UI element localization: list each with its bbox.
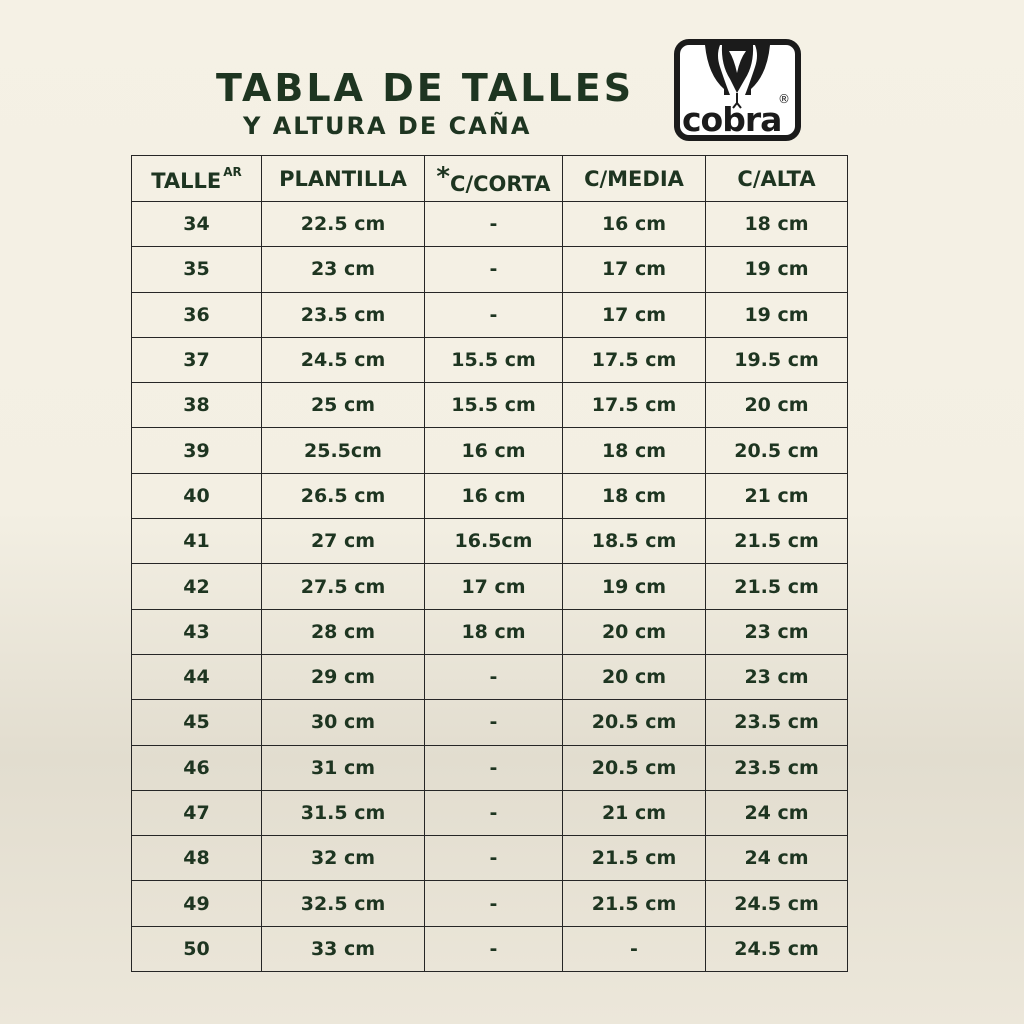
alta-cell: 19 cm <box>706 247 848 292</box>
corta-cell: - <box>425 881 563 926</box>
table-row <box>132 881 848 926</box>
media-cell: 17.5 cm <box>563 337 706 382</box>
media-cell: 16 cm <box>563 202 706 247</box>
plantilla-cell: 25 cm <box>262 383 425 428</box>
corta-cell: 16.5cm <box>425 519 563 564</box>
media-cell: 20 cm <box>563 609 706 654</box>
corta-cell: - <box>425 836 563 881</box>
talle-cell: 34 <box>132 202 262 247</box>
media-cell: 17 cm <box>563 292 706 337</box>
media-cell: 19 cm <box>563 564 706 609</box>
column-header-label: C/CORTA <box>450 171 551 196</box>
alta-cell: 21.5 cm <box>706 519 848 564</box>
column-header-alta <box>706 156 848 202</box>
column-header-plantilla <box>262 156 425 202</box>
alta-cell: 21.5 cm <box>706 564 848 609</box>
table-body <box>132 202 848 972</box>
table-row <box>132 926 848 971</box>
column-header-label: C/MEDIA <box>584 166 684 191</box>
superscript-ar: AR <box>223 164 242 179</box>
size-table <box>131 155 848 972</box>
table-row <box>132 790 848 835</box>
column-header-corta <box>425 156 563 202</box>
plantilla-cell: 25.5cm <box>262 428 425 473</box>
corta-cell: - <box>425 654 563 699</box>
plantilla-cell: 32 cm <box>262 836 425 881</box>
table-row <box>132 700 848 745</box>
media-cell: 20.5 cm <box>563 700 706 745</box>
plantilla-cell: 24.5 cm <box>262 337 425 382</box>
plantilla-cell: 32.5 cm <box>262 881 425 926</box>
column-header-label: C/ALTA <box>737 166 816 191</box>
table-row <box>132 292 848 337</box>
plantilla-cell: 29 cm <box>262 654 425 699</box>
table-header-row <box>132 156 848 202</box>
table-row <box>132 745 848 790</box>
logo-wordmark: cobra <box>682 100 782 139</box>
page-subtitle: Y ALTURA DE CAÑA <box>243 112 532 140</box>
talle-cell: 42 <box>132 564 262 609</box>
talle-cell: 37 <box>132 337 262 382</box>
talle-cell: 46 <box>132 745 262 790</box>
table-row <box>132 654 848 699</box>
alta-cell: 24.5 cm <box>706 926 848 971</box>
corta-cell: 15.5 cm <box>425 337 563 382</box>
table-row <box>132 428 848 473</box>
table-row <box>132 337 848 382</box>
plantilla-cell: 23 cm <box>262 247 425 292</box>
talle-cell: 47 <box>132 790 262 835</box>
plantilla-cell: 22.5 cm <box>262 202 425 247</box>
talle-cell: 36 <box>132 292 262 337</box>
talle-cell: 49 <box>132 881 262 926</box>
plantilla-cell: 30 cm <box>262 700 425 745</box>
alta-cell: 23.5 cm <box>706 700 848 745</box>
media-cell: 21.5 cm <box>563 881 706 926</box>
page-title: TABLA DE TALLES <box>216 66 635 110</box>
corta-cell: - <box>425 292 563 337</box>
alta-cell: 24.5 cm <box>706 881 848 926</box>
talle-cell: 50 <box>132 926 262 971</box>
alta-cell: 20 cm <box>706 383 848 428</box>
corta-cell: - <box>425 745 563 790</box>
talle-cell: 48 <box>132 836 262 881</box>
alta-cell: 24 cm <box>706 790 848 835</box>
registered-mark: ® <box>778 92 790 106</box>
media-cell: 18.5 cm <box>563 519 706 564</box>
corta-cell: - <box>425 202 563 247</box>
talle-cell: 35 <box>132 247 262 292</box>
media-cell: 18 cm <box>563 428 706 473</box>
alta-cell: 23.5 cm <box>706 745 848 790</box>
table-row <box>132 836 848 881</box>
plantilla-cell: 31 cm <box>262 745 425 790</box>
column-header-label: PLANTILLA <box>279 166 407 191</box>
corta-cell: 18 cm <box>425 609 563 654</box>
cobra-logo <box>674 39 801 141</box>
plantilla-cell: 31.5 cm <box>262 790 425 835</box>
talle-cell: 39 <box>132 428 262 473</box>
media-cell: 17 cm <box>563 247 706 292</box>
corta-cell: - <box>425 926 563 971</box>
asterisk-mark: * <box>436 161 451 192</box>
table-row <box>132 247 848 292</box>
corta-cell: 16 cm <box>425 473 563 518</box>
media-cell: 21 cm <box>563 790 706 835</box>
corta-cell: 17 cm <box>425 564 563 609</box>
talle-cell: 41 <box>132 519 262 564</box>
plantilla-cell: 26.5 cm <box>262 473 425 518</box>
alta-cell: 20.5 cm <box>706 428 848 473</box>
talle-cell: 45 <box>132 700 262 745</box>
corta-cell: - <box>425 247 563 292</box>
media-cell: 20 cm <box>563 654 706 699</box>
corta-cell: - <box>425 790 563 835</box>
corta-cell: 16 cm <box>425 428 563 473</box>
column-header-label: TALLE <box>151 168 222 193</box>
media-cell: 17.5 cm <box>563 383 706 428</box>
talle-cell: 40 <box>132 473 262 518</box>
plantilla-cell: 33 cm <box>262 926 425 971</box>
talle-cell: 44 <box>132 654 262 699</box>
plantilla-cell: 28 cm <box>262 609 425 654</box>
talle-cell: 38 <box>132 383 262 428</box>
alta-cell: 18 cm <box>706 202 848 247</box>
table-row <box>132 202 848 247</box>
alta-cell: 19.5 cm <box>706 337 848 382</box>
alta-cell: 19 cm <box>706 292 848 337</box>
media-cell: 20.5 cm <box>563 745 706 790</box>
table-row <box>132 383 848 428</box>
alta-cell: 24 cm <box>706 836 848 881</box>
corta-cell: - <box>425 700 563 745</box>
plantilla-cell: 27.5 cm <box>262 564 425 609</box>
media-cell: - <box>563 926 706 971</box>
column-header-talle <box>132 156 262 202</box>
talle-cell: 43 <box>132 609 262 654</box>
alta-cell: 21 cm <box>706 473 848 518</box>
table-row <box>132 519 848 564</box>
corta-cell: 15.5 cm <box>425 383 563 428</box>
table-row <box>132 564 848 609</box>
table-row <box>132 473 848 518</box>
column-header-media <box>563 156 706 202</box>
plantilla-cell: 23.5 cm <box>262 292 425 337</box>
plantilla-cell: 27 cm <box>262 519 425 564</box>
alta-cell: 23 cm <box>706 609 848 654</box>
media-cell: 21.5 cm <box>563 836 706 881</box>
table-row <box>132 609 848 654</box>
media-cell: 18 cm <box>563 473 706 518</box>
alta-cell: 23 cm <box>706 654 848 699</box>
